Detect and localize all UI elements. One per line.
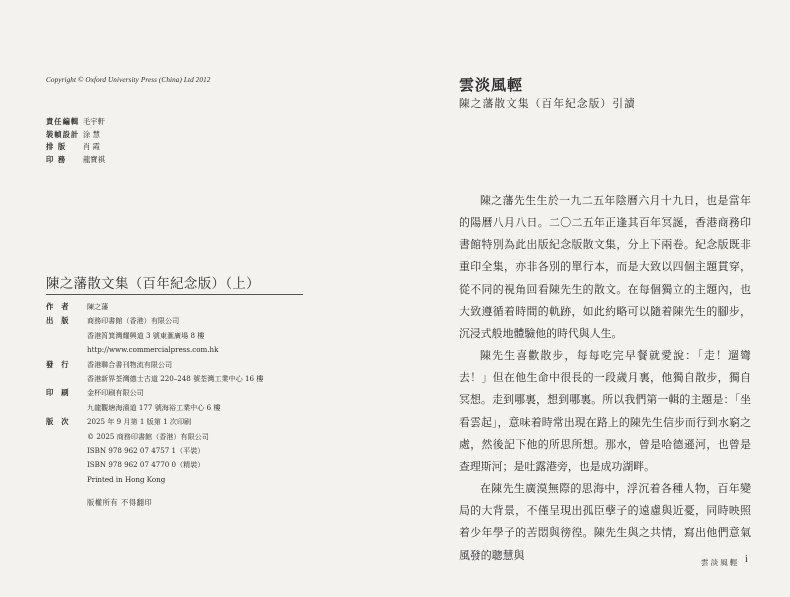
- credit-role: 責任編輯: [46, 117, 80, 127]
- pub-row-author: [46, 300, 263, 314]
- intro-page: [395, 0, 790, 597]
- copyright-notice: Copyright © Oxford University Press (China) Ltd 2012: [46, 76, 211, 84]
- pub-line: 金杯印刷有限公司: [87, 388, 144, 398]
- credit-role: 裝幀設計: [46, 129, 80, 139]
- pub-line: 香港筲箕灣耀興道 3 號東滙廣場 8 樓: [87, 330, 205, 340]
- pub-label: 發行: [46, 359, 77, 369]
- pub-line: 九龍觀塘海濱道 177 號海裕工業中心 6 樓: [87, 402, 221, 412]
- body-text: [459, 190, 751, 567]
- credit-name: 涂 慧: [83, 129, 100, 139]
- paragraph: 陳之藩先生生於一九二五年陰曆六月十九日，也是當年的陽曆八月八日。二〇二五年正逢其百年冥誕，香港商務印書館特別為此出版紀念版散文集，分上下兩卷。紀念版既非重印全集，亦非各別的單行本，而是大致以四個主題貫穿，從不同的視角回看陳先生的散文。在每個獨立的主題內，也大致遵循着時間的軌跡，如此約略可以隨着陳先生的腳步，沉浸式般地體驗他的時代與人生。: [459, 194, 751, 340]
- pub-label: 出版: [46, 316, 77, 326]
- chapter-title: 雲淡風輕: [459, 76, 524, 94]
- pub-line: ISBN 978 962 07 4770 0（精裝）: [87, 460, 205, 470]
- pub-line: 商務印書館（香港）有限公司: [87, 316, 180, 326]
- pub-row-publisher: [46, 314, 263, 357]
- credit-row: [46, 129, 105, 142]
- pub-line: 陳之藩: [87, 302, 109, 311]
- pub-row-distributor: [46, 358, 263, 387]
- credit-row: [46, 141, 105, 154]
- paragraph: 在陳先生廣漠無際的思海中，浮沉着各種人物，百年變局的大背景，不僅呈現出孤臣孽子的遠慮與近憂，同時映照着少年學子的苦悶與徬徨。陳先生與之共情，寫出他們意氣風發的聰慧與: [459, 482, 751, 562]
- credits-list: [46, 116, 105, 166]
- pub-row-printer: [46, 386, 263, 415]
- credit-row: [46, 154, 105, 167]
- publication-details: [46, 300, 263, 487]
- chapter-subtitle: 陳之藩散文集（百年紀念版）引讀: [459, 98, 636, 110]
- pub-line: ISBN 978 962 07 4757 1（平裝）: [87, 446, 205, 456]
- pub-line: 2025 年 9 月第 1 版第 1 次印刷: [87, 417, 192, 427]
- divider-rule: [46, 294, 303, 295]
- credit-role: 排 版: [46, 142, 67, 152]
- running-head: 雲淡風輕: [701, 558, 740, 567]
- pub-label: 作者: [46, 302, 77, 311]
- credit-row: [46, 116, 105, 129]
- pub-line: 香港新界荃灣德士古道 220–248 號荃灣工業中心 16 樓: [87, 374, 264, 384]
- pub-row-edition: [46, 415, 263, 487]
- credit-name: 肖 霞: [83, 142, 100, 152]
- pub-line: 香港聯合書刊物流有限公司: [87, 359, 173, 369]
- credit-role: 印 務: [46, 155, 67, 165]
- pub-line: © 2025 商務印書館（香港）有限公司: [87, 431, 209, 441]
- page-number: i: [745, 554, 748, 565]
- credit-name: 毛宇軒: [83, 117, 105, 127]
- pub-label: 版次: [46, 417, 77, 427]
- book-title: 陳之藩散文集（百年紀念版）（上）: [46, 277, 260, 292]
- paragraph: 陳先生喜歡散步，每每吃完早餐就愛說：「走！遛彎去！」但在他生命中很長的一段歲月裏，他獨自散步，獨自冥想。走到哪裏，想到哪裏。所以我們第一輯的主題是：「坐看雲起」，意味着時常出現在路上的陳先生信步而行到水窮之處，然後記下他的所思所想。那水，曾是哈德遜河，也曾是查理斯河；是吐露港旁，也是成功湖畔。: [459, 349, 751, 473]
- pub-label: 印刷: [46, 388, 77, 398]
- rights-notice: 版權所有 不得翻印: [87, 498, 153, 507]
- pub-line: Printed in Hong Kong: [87, 474, 166, 484]
- credit-name: 龍寶祺: [83, 155, 105, 165]
- pub-line: http://www.commercialpress.com.hk: [87, 345, 219, 355]
